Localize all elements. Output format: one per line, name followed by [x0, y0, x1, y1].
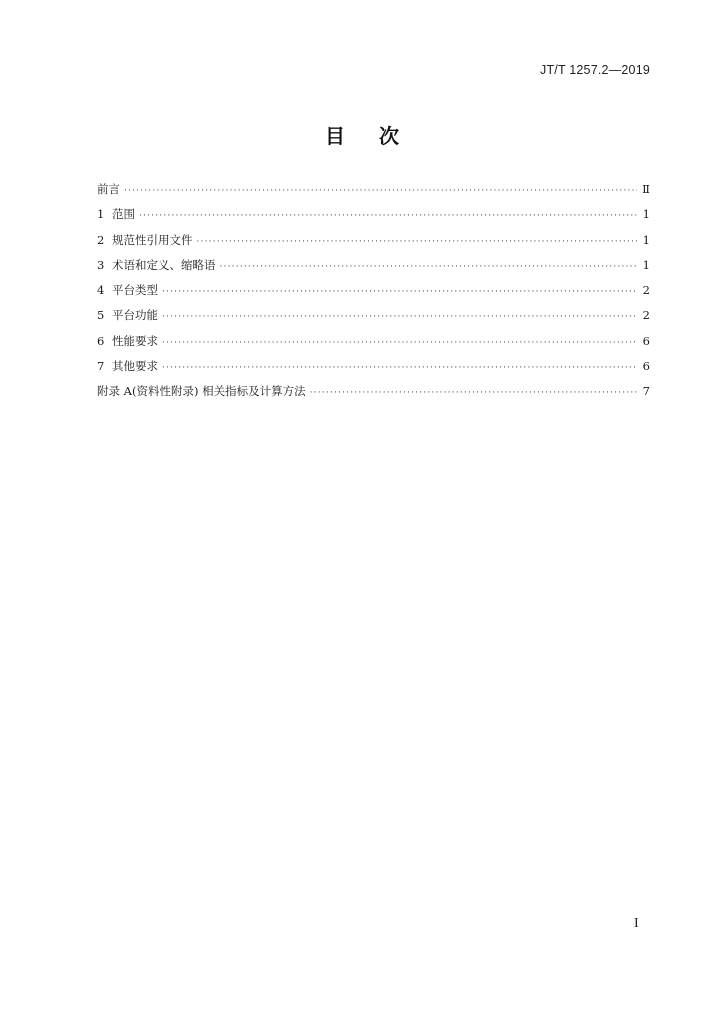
toc-leader-dots: [124, 179, 637, 204]
toc-entry-normative-references[interactable]: [97, 228, 650, 253]
toc-entry-terms-definitions[interactable]: [97, 253, 650, 278]
toc-entry-number: 2: [97, 232, 105, 247]
toc-entry-number: 4: [97, 283, 105, 298]
page-number: I: [634, 916, 639, 931]
toc-entry-label: 性能要求: [112, 333, 158, 348]
toc-entry-number: 1: [97, 207, 105, 222]
toc-entry-platform-types[interactable]: [97, 278, 650, 303]
toc-entry-number: 3: [97, 257, 105, 272]
toc-entry-page: 6: [642, 333, 650, 348]
toc-leader-dots: [139, 204, 637, 229]
toc-entry-page: 1: [642, 232, 650, 247]
toc-entry-page: 7: [642, 384, 650, 399]
toc-entry-label: 其他要求: [112, 359, 158, 374]
toc-leader-dots: [162, 356, 637, 381]
toc-entry-appendix-a[interactable]: [97, 379, 650, 404]
toc-leader-dots: [310, 381, 637, 406]
toc-title: 目次: [325, 124, 433, 148]
toc-leader-dots: [162, 331, 637, 356]
toc-leader-dots: [162, 305, 637, 330]
toc-entry-scope[interactable]: [97, 202, 650, 227]
toc-entry-foreword[interactable]: [97, 177, 650, 202]
toc-entry-number: 5: [97, 308, 105, 323]
toc-entry-page: Ⅱ: [642, 182, 650, 196]
toc-entry-label: 前言: [97, 182, 120, 196]
toc-entry-page: 6: [642, 359, 650, 374]
toc-entry-number: 7: [97, 359, 105, 374]
toc-entry-label: 术语和定义、缩略语: [112, 257, 216, 272]
toc-entry-page: 2: [642, 308, 650, 323]
toc-leader-dots: [197, 230, 638, 255]
toc-entry-label: 平台类型: [112, 283, 158, 298]
toc-entry-label: 附录 A(资料性附录) 相关指标及计算方法: [97, 384, 306, 399]
toc-entry-label: 规范性引用文件: [112, 232, 193, 247]
toc-entry-page: 1: [642, 207, 650, 222]
toc-entry-page: 1: [642, 257, 650, 272]
toc-entry-label: 平台功能: [112, 308, 158, 323]
toc-leader-dots: [220, 255, 638, 280]
toc-leader-dots: [162, 280, 637, 305]
toc-entry-label: 范围: [112, 207, 135, 222]
toc-entry-platform-functions[interactable]: [97, 303, 650, 328]
toc-entry-number: 6: [97, 333, 105, 348]
toc-list: [97, 177, 650, 405]
standard-code: JT/T 1257.2—2019: [540, 63, 650, 77]
toc-entry-performance-requirements[interactable]: [97, 329, 650, 354]
toc-entry-other-requirements[interactable]: [97, 354, 650, 379]
toc-entry-page: 2: [642, 283, 650, 298]
